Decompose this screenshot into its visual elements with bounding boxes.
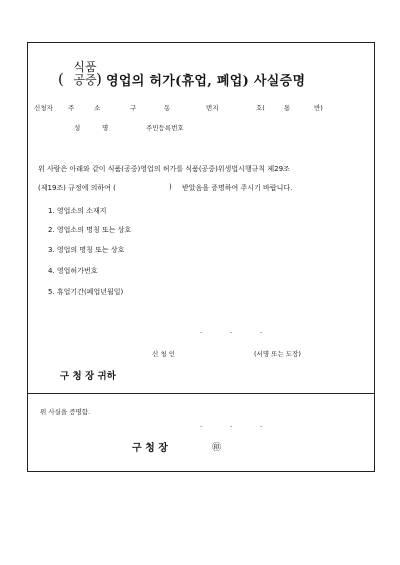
date-dot-1: · [200,329,203,337]
ho-label: 호( [256,104,265,112]
title-main: 영업의 허가(휴업, 폐업) 사실증명 [106,74,306,89]
name-label-1: 성 [74,124,81,132]
body-line-2-end: 받았음을 증명하여 주시기 바랍니다. [182,184,293,192]
body-line-2-paren: ) [169,183,172,191]
address-label-1: 주 [68,104,75,112]
title-paren-open: ( [58,70,64,88]
signature-note: (서명 또는 도장) [254,350,301,358]
title-stack-bottom: 공중 [73,73,97,87]
form-title [58,61,348,95]
applicant-label: 신청자 [34,104,53,112]
item-3: 3. 영업의 명칭 또는 상호 [48,246,125,254]
section-divider [28,393,374,394]
issue-date-dot-3: · [260,423,263,431]
date-dot-2: · [230,329,233,337]
addressee: 구 청 장 귀하 [60,371,116,382]
issue-date-dot-1: · [200,423,203,431]
date-dot-3: · [260,329,263,337]
certify-text: 위 사실을 증명함. [40,408,91,416]
title-stacked-label [72,61,98,87]
district-label: 구 [130,104,137,112]
certificate-form [27,42,375,472]
body-line-1: 위 사람은 아래와 같이 식품(공중)영업의 허가를 식품(공중)위생법시행규칙 제29조 [38,165,290,173]
resident-number-label: 주민등록번호 [146,124,184,132]
item-4: 4. 영업허가번호 [48,267,98,275]
bunji-label: 번지 [206,104,219,112]
issuer-title: 구 청 장 [132,443,168,454]
dong-label: 동 [164,104,171,112]
item-1: 1. 영업소의 소재지 [48,207,107,215]
title-paren-close: ) [96,70,102,88]
name-label-2: 명 [102,124,109,132]
ban-label: 반) [314,104,323,112]
address-label-2: 소 [94,104,101,112]
title-stack-top: 식품 [73,60,97,74]
body-line-2-start: (제19조) 규정에 의하여 ( [38,184,116,192]
item-2: 2. 영업소의 명칭 또는 상호 [48,226,132,234]
tong-label: 통 [284,104,291,112]
issue-date-dot-2: · [230,423,233,431]
item-5: 5. 휴업기간(폐업년월일) [48,288,124,296]
seal-icon: ㊞ [212,443,222,453]
signer-label: 신 청 인 [152,350,175,358]
